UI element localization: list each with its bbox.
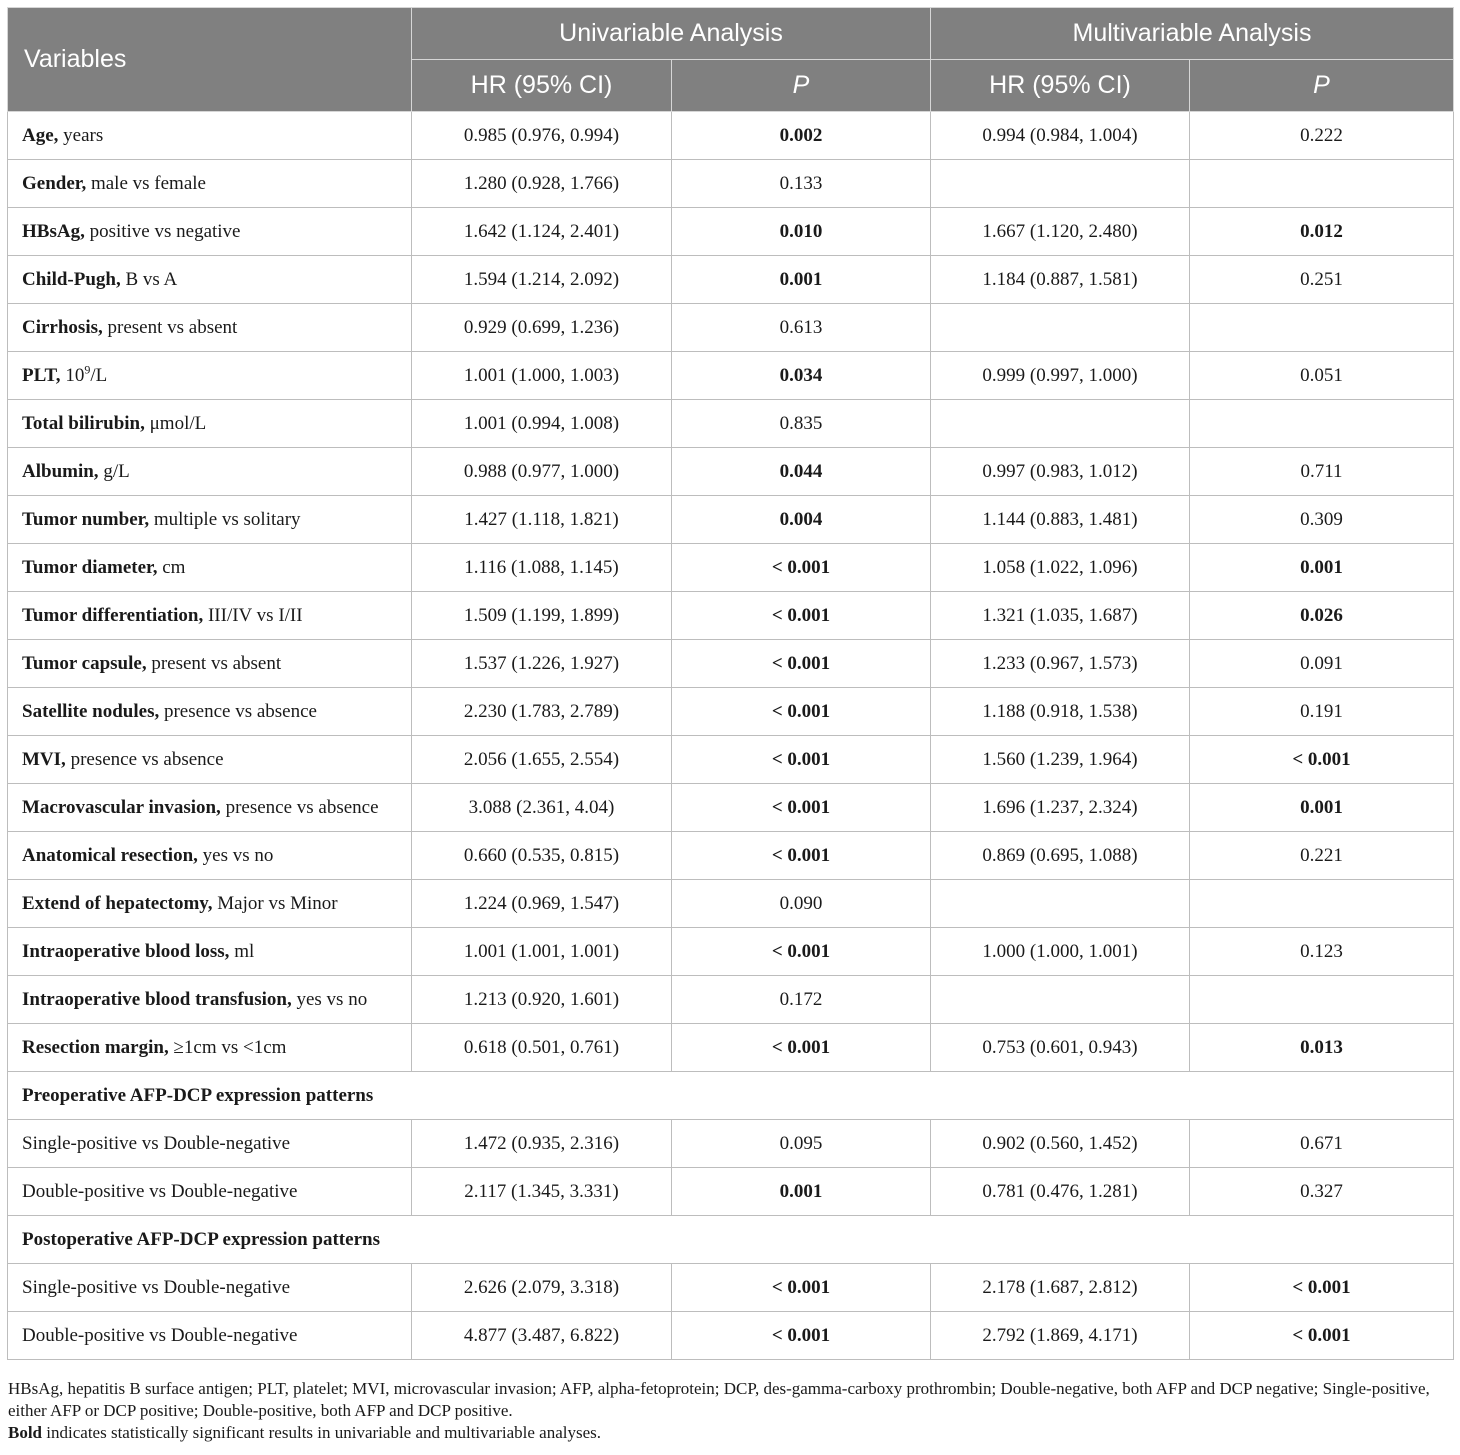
variable-label: Satellite nodules, — [22, 700, 160, 722]
multivariable-p-cell — [1190, 304, 1454, 352]
multivariable-p-cell — [1190, 160, 1454, 208]
variable-name — [8, 112, 412, 160]
multivariable-p-cell: 0.711 — [1190, 448, 1454, 496]
univariable-hr-cell: 1.001 (0.994, 1.008) — [412, 400, 672, 448]
variable-exponent: 9 — [84, 362, 91, 377]
univariable-hr-cell: 0.929 (0.699, 1.236) — [412, 304, 672, 352]
footnote-bold-text: indicates statistically significant results in univariable and multivariable analyses. — [42, 1423, 601, 1442]
univariable-p-cell: < 0.001 — [672, 592, 931, 640]
variable-detail: Major vs Minor — [212, 892, 338, 914]
variable-detail: Single-positive vs Double-negative — [22, 1276, 291, 1298]
variable-name — [8, 208, 412, 256]
multivariable-p-cell: 0.123 — [1190, 928, 1454, 976]
variable-label: PLT, — [22, 364, 61, 386]
variable-detail: Double-positive vs Double-negative — [22, 1324, 298, 1346]
univariable-hr-cell: 1.001 (1.000, 1.003) — [412, 352, 672, 400]
multivariable-p-cell — [1190, 400, 1454, 448]
variable-detail: positive vs negative — [84, 220, 241, 242]
univariable-hr-cell: 1.472 (0.935, 2.316) — [412, 1120, 672, 1168]
variable-name — [8, 1312, 412, 1360]
variable-label: Anatomical resection, — [22, 844, 198, 866]
table-row — [8, 160, 1454, 208]
table-row — [8, 400, 1454, 448]
table-row — [8, 736, 1454, 784]
variable-detail: ≥1cm vs <1cm — [168, 1036, 287, 1058]
multivariable-p-cell — [1190, 880, 1454, 928]
variable-label: Age, — [22, 124, 59, 146]
univariable-hr-cell: 3.088 (2.361, 4.04) — [412, 784, 672, 832]
table-row — [8, 1168, 1454, 1216]
variable-detail: male vs female — [86, 172, 206, 194]
multivariable-hr-cell: 0.997 (0.983, 1.012) — [931, 448, 1190, 496]
variable-detail: μmol/L — [144, 412, 207, 434]
table-row — [8, 880, 1454, 928]
multivariable-p-cell: 0.671 — [1190, 1120, 1454, 1168]
univariable-hr-cell: 4.877 (3.487, 6.822) — [412, 1312, 672, 1360]
univariable-p-cell: < 0.001 — [672, 832, 931, 880]
variable-detail: presence vs absence — [159, 700, 317, 722]
variable-name — [8, 256, 412, 304]
section-row — [8, 1216, 1454, 1264]
univariable-p-cell: < 0.001 — [672, 544, 931, 592]
variable-label: Albumin, — [22, 460, 99, 482]
variable-detail: Single-positive vs Double-negative — [22, 1132, 291, 1154]
univariable-hr-cell: 1.594 (1.214, 2.092) — [412, 256, 672, 304]
variable-label: HBsAg, — [22, 220, 85, 242]
variable-detail: presence vs absence — [220, 796, 379, 818]
table-row — [8, 448, 1454, 496]
univariable-hr-cell: 1.509 (1.199, 1.899) — [412, 592, 672, 640]
univariable-p-cell: 0.034 — [672, 352, 931, 400]
univariable-p-cell: 0.835 — [672, 400, 931, 448]
variable-label: Extend of hepatectomy, — [22, 892, 213, 914]
multivariable-hr-cell: 1.188 (0.918, 1.538) — [931, 688, 1190, 736]
univariable-p-cell: 0.001 — [672, 1168, 931, 1216]
variable-name — [8, 1168, 412, 1216]
multivariable-hr-cell: 0.869 (0.695, 1.088) — [931, 832, 1190, 880]
variable-label: Tumor number, — [22, 508, 150, 530]
multivariable-hr-cell: 2.792 (1.869, 4.171) — [931, 1312, 1190, 1360]
variable-detail: yes vs no — [197, 844, 274, 866]
table-body — [8, 112, 1454, 1360]
section-row — [8, 1072, 1454, 1120]
header-variables: Variables — [8, 8, 412, 112]
multivariable-hr-cell: 1.058 (1.022, 1.096) — [931, 544, 1190, 592]
univariable-p-cell: < 0.001 — [672, 928, 931, 976]
table-header — [8, 8, 1454, 112]
multivariable-hr-cell: 1.000 (1.000, 1.001) — [931, 928, 1190, 976]
multivariable-hr-cell — [931, 304, 1190, 352]
variable-label: Tumor capsule, — [22, 652, 147, 674]
univariable-hr-cell: 1.224 (0.969, 1.547) — [412, 880, 672, 928]
univariable-p-cell: < 0.001 — [672, 640, 931, 688]
table-row — [8, 304, 1454, 352]
results-table — [7, 7, 1454, 1360]
variable-name — [8, 784, 412, 832]
multivariable-p-cell: 0.051 — [1190, 352, 1454, 400]
univariable-hr-cell: 1.213 (0.920, 1.601) — [412, 976, 672, 1024]
univariable-hr-cell: 1.642 (1.124, 2.401) — [412, 208, 672, 256]
univariable-p-cell: 0.133 — [672, 160, 931, 208]
univariable-hr-cell: 2.117 (1.345, 3.331) — [412, 1168, 672, 1216]
variable-label: MVI, — [22, 748, 66, 770]
univariable-p-cell: 0.010 — [672, 208, 931, 256]
multivariable-p-cell: 0.012 — [1190, 208, 1454, 256]
footnote-bold-word: Bold — [8, 1423, 43, 1442]
multivariable-p-cell: 0.309 — [1190, 496, 1454, 544]
table-row — [8, 256, 1454, 304]
multivariable-hr-cell: 0.753 (0.601, 0.943) — [931, 1024, 1190, 1072]
header-univariable-p: P — [672, 60, 931, 112]
multivariable-p-cell: < 0.001 — [1190, 1312, 1454, 1360]
variable-label: Tumor diameter, — [22, 556, 158, 578]
univariable-p-cell: 0.001 — [672, 256, 931, 304]
variable-name — [8, 448, 412, 496]
variable-name — [8, 496, 412, 544]
multivariable-hr-cell — [931, 400, 1190, 448]
multivariable-hr-cell: 2.178 (1.687, 2.812) — [931, 1264, 1190, 1312]
variable-label: Tumor differentiation, — [22, 604, 204, 626]
variable-label: Macrovascular invasion, — [22, 796, 221, 818]
multivariable-hr-cell: 1.667 (1.120, 2.480) — [931, 208, 1190, 256]
variable-detail: presence vs absence — [65, 748, 224, 770]
multivariable-hr-cell: 1.696 (1.237, 2.324) — [931, 784, 1190, 832]
variable-name — [8, 1264, 412, 1312]
variable-name — [8, 304, 412, 352]
multivariable-p-cell: < 0.001 — [1190, 736, 1454, 784]
variable-detail: years — [58, 124, 104, 146]
multivariable-hr-cell — [931, 880, 1190, 928]
univariable-hr-cell: 2.230 (1.783, 2.789) — [412, 688, 672, 736]
variable-detail: yes vs no — [291, 988, 368, 1010]
variable-detail: present vs absent — [146, 652, 282, 674]
table-row — [8, 592, 1454, 640]
multivariable-hr-cell: 0.999 (0.997, 1.000) — [931, 352, 1190, 400]
multivariable-p-cell: 0.026 — [1190, 592, 1454, 640]
variable-detail: multiple vs solitary — [149, 508, 301, 530]
table-footnote — [8, 1378, 1454, 1444]
multivariable-hr-cell: 1.144 (0.883, 1.481) — [931, 496, 1190, 544]
univariable-p-cell: < 0.001 — [672, 784, 931, 832]
multivariable-p-cell: < 0.001 — [1190, 1264, 1454, 1312]
multivariable-p-cell: 0.251 — [1190, 256, 1454, 304]
univariable-p-cell: < 0.001 — [672, 1312, 931, 1360]
variable-name — [8, 592, 412, 640]
section-title: Preoperative AFP-DCP expression patterns — [8, 1072, 1454, 1120]
univariable-p-cell: < 0.001 — [672, 736, 931, 784]
header-multivariable-hr: HR (95% CI) — [931, 60, 1190, 112]
univariable-p-cell: 0.004 — [672, 496, 931, 544]
multivariable-hr-cell: 1.233 (0.967, 1.573) — [931, 640, 1190, 688]
table-row — [8, 112, 1454, 160]
univariable-p-cell: 0.090 — [672, 880, 931, 928]
table-row — [8, 928, 1454, 976]
variable-name — [8, 544, 412, 592]
multivariable-hr-cell: 1.321 (1.035, 1.687) — [931, 592, 1190, 640]
univariable-hr-cell: 1.427 (1.118, 1.821) — [412, 496, 672, 544]
variable-name — [8, 880, 412, 928]
univariable-p-cell: 0.613 — [672, 304, 931, 352]
univariable-p-cell: < 0.001 — [672, 1024, 931, 1072]
table-row — [8, 1120, 1454, 1168]
variable-detail: ml — [229, 940, 255, 962]
variable-detail: g/L — [98, 460, 130, 482]
footnote-abbreviations: HBsAg, hepatitis B surface antigen; PLT, platelet; MVI, microvascular invasion; AFP, alpha-fetoprotein; DCP, des-gamma-carboxy prothrombin; Double-negative, both AFP and DCP negative; Single-positive, either AFP or DCP positive; Double-positive, both AFP and DCP positive. — [8, 1379, 1430, 1420]
variable-label: Child-Pugh, — [22, 268, 121, 290]
variable-label: Intraoperative blood loss, — [22, 940, 230, 962]
variable-detail: B vs A — [120, 268, 178, 290]
univariable-p-cell: 0.002 — [672, 112, 931, 160]
table-row — [8, 1312, 1454, 1360]
section-title: Postoperative AFP-DCP expression patterns — [8, 1216, 1454, 1264]
table-row — [8, 496, 1454, 544]
variable-name — [8, 160, 412, 208]
variable-detail: III/IV vs I/II — [203, 604, 303, 626]
multivariable-hr-cell: 1.184 (0.887, 1.581) — [931, 256, 1190, 304]
table-row — [8, 1024, 1454, 1072]
multivariable-hr-cell — [931, 976, 1190, 1024]
univariable-p-cell: < 0.001 — [672, 688, 931, 736]
table-row — [8, 688, 1454, 736]
table-row — [8, 1264, 1454, 1312]
variable-unit: /L — [90, 364, 108, 386]
multivariable-p-cell: 0.091 — [1190, 640, 1454, 688]
univariable-hr-cell: 0.660 (0.535, 0.815) — [412, 832, 672, 880]
univariable-hr-cell: 1.280 (0.928, 1.766) — [412, 160, 672, 208]
variable-detail: 10 — [60, 364, 85, 386]
variable-name — [8, 976, 412, 1024]
variable-name — [8, 400, 412, 448]
multivariable-hr-cell — [931, 160, 1190, 208]
variable-detail: present vs absent — [102, 316, 238, 338]
header-multivariable: Multivariable Analysis — [931, 8, 1454, 60]
univariable-hr-cell: 0.985 (0.976, 0.994) — [412, 112, 672, 160]
variable-label: Cirrhosis, — [22, 316, 103, 338]
univariable-hr-cell: 1.116 (1.088, 1.145) — [412, 544, 672, 592]
univariable-hr-cell: 2.056 (1.655, 2.554) — [412, 736, 672, 784]
univariable-hr-cell: 1.537 (1.226, 1.927) — [412, 640, 672, 688]
univariable-hr-cell: 1.001 (1.001, 1.001) — [412, 928, 672, 976]
multivariable-p-cell: 0.013 — [1190, 1024, 1454, 1072]
header-multivariable-p: P — [1190, 60, 1454, 112]
variable-name — [8, 688, 412, 736]
multivariable-hr-cell: 1.560 (1.239, 1.964) — [931, 736, 1190, 784]
univariable-p-cell: 0.044 — [672, 448, 931, 496]
variable-detail: cm — [157, 556, 186, 578]
univariable-p-cell: 0.172 — [672, 976, 931, 1024]
variable-name — [8, 640, 412, 688]
variable-name — [8, 928, 412, 976]
variable-name — [8, 1024, 412, 1072]
variable-name — [8, 1120, 412, 1168]
multivariable-p-cell: 0.221 — [1190, 832, 1454, 880]
table-row — [8, 208, 1454, 256]
variable-label: Intraoperative blood transfusion, — [22, 988, 292, 1010]
variable-name — [8, 832, 412, 880]
table-row — [8, 544, 1454, 592]
multivariable-p-cell: 0.001 — [1190, 784, 1454, 832]
univariable-hr-cell: 0.618 (0.501, 0.761) — [412, 1024, 672, 1072]
univariable-hr-cell: 0.988 (0.977, 1.000) — [412, 448, 672, 496]
multivariable-p-cell: 0.001 — [1190, 544, 1454, 592]
multivariable-hr-cell: 0.902 (0.560, 1.452) — [931, 1120, 1190, 1168]
footnote-bold-note — [8, 1422, 1454, 1444]
table-row — [8, 640, 1454, 688]
variable-label: Gender, — [22, 172, 87, 194]
table-row — [8, 784, 1454, 832]
variable-detail: Double-positive vs Double-negative — [22, 1180, 298, 1202]
univariable-p-cell: < 0.001 — [672, 1264, 931, 1312]
variable-label: Total bilirubin, — [22, 412, 145, 434]
header-univariable-hr: HR (95% CI) — [412, 60, 672, 112]
multivariable-hr-cell: 0.994 (0.984, 1.004) — [931, 112, 1190, 160]
variable-label: Resection margin, — [22, 1036, 169, 1058]
table-row — [8, 976, 1454, 1024]
variable-name — [8, 736, 412, 784]
variable-name — [8, 352, 412, 400]
multivariable-p-cell: 0.327 — [1190, 1168, 1454, 1216]
table-row — [8, 352, 1454, 400]
univariable-p-cell: 0.095 — [672, 1120, 931, 1168]
table-row — [8, 832, 1454, 880]
header-univariable: Univariable Analysis — [412, 8, 931, 60]
multivariable-hr-cell: 0.781 (0.476, 1.281) — [931, 1168, 1190, 1216]
univariable-hr-cell: 2.626 (2.079, 3.318) — [412, 1264, 672, 1312]
multivariable-p-cell: 0.191 — [1190, 688, 1454, 736]
multivariable-p-cell: 0.222 — [1190, 112, 1454, 160]
multivariable-p-cell — [1190, 976, 1454, 1024]
